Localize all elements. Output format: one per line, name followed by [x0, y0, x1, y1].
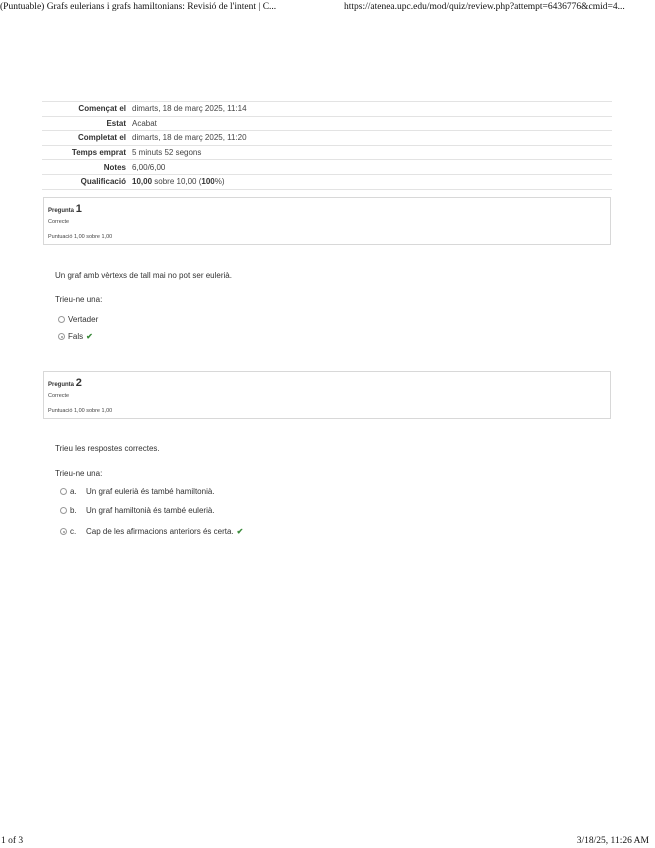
check-icon: ✔: [86, 332, 93, 341]
answer-option-letter: b.: [70, 506, 77, 515]
summary-value: Acabat: [132, 116, 612, 131]
radio-icon[interactable]: [58, 316, 65, 323]
radio-icon[interactable]: [60, 528, 67, 535]
summary-row: [42, 131, 612, 146]
question-info-box: [43, 371, 611, 419]
summary-value: 6,00/6,00: [132, 160, 612, 175]
question-number-value: 2: [75, 377, 82, 389]
summary-row: [42, 174, 612, 189]
radio-icon[interactable]: [58, 333, 65, 340]
answer-option-text: Un graf eulerià és també hamiltonià.: [86, 487, 215, 496]
radio-icon[interactable]: [60, 507, 67, 514]
question-text: Trieu les respostes correctes.: [55, 444, 160, 453]
question-text: Un graf amb vèrtexs de tall mai no pot ser eulerià.: [55, 271, 232, 280]
answer-option[interactable]: [60, 527, 243, 536]
question-number: [48, 377, 82, 389]
browser-page-title: (Puntuable) Grafs eulerians i grafs hamiltonians: Revisió de l'intent | C...: [0, 2, 277, 12]
summary-label: Qualificació: [42, 174, 132, 189]
summary-value: dimarts, 18 de març 2025, 11:14: [132, 102, 612, 117]
summary-row: [42, 145, 612, 160]
answer-option-text: Un graf hamiltonià és també eulerià.: [86, 506, 215, 515]
answer-option-letter: c.: [70, 527, 77, 536]
grade-percent-suffix: %): [214, 177, 225, 187]
attempt-summary-table: [42, 101, 612, 190]
answer-option-text: Vertader: [68, 315, 99, 324]
question-number-value: 1: [75, 203, 82, 215]
summary-label: Estat: [42, 116, 132, 131]
summary-row: [42, 160, 612, 175]
page-count: 1 of 3: [1, 836, 24, 846]
answer-option[interactable]: [60, 506, 215, 515]
answer-option[interactable]: [58, 332, 93, 341]
question-number: [48, 203, 82, 215]
answer-prompt: Trieu-ne una:: [55, 295, 103, 304]
question-state: Correcte: [48, 393, 70, 399]
question-state: Correcte: [48, 219, 70, 225]
summary-label: Notes: [42, 160, 132, 175]
print-datetime: 3/18/25, 11:26 AM: [576, 836, 649, 846]
question-info-box: [43, 197, 611, 245]
check-icon: ✔: [236, 527, 244, 536]
question-label: Pregunta: [48, 382, 75, 388]
grade-score: 10,00: [132, 177, 153, 187]
summary-label: Temps emprat: [42, 145, 132, 160]
answer-option[interactable]: [58, 315, 98, 324]
summary-row: [42, 116, 612, 131]
question-grade: Puntuació 1,00 sobre 1,00: [48, 234, 113, 240]
answer-prompt: Trieu-ne una:: [55, 469, 103, 478]
question-grade: Puntuació 1,00 sobre 1,00: [48, 408, 113, 414]
summary-value: 5 minuts 52 segons: [132, 145, 612, 160]
grade-percent: 100: [201, 177, 215, 187]
summary-grade-value: [132, 174, 612, 189]
answer-option-text: Cap de les afirmacions anteriors és certa.: [86, 527, 234, 536]
radio-icon[interactable]: [60, 488, 67, 495]
question-label: Pregunta: [48, 208, 75, 214]
browser-url: https://atenea.upc.edu/mod/quiz/review.php?attempt=6436776&cmid=4...: [344, 2, 625, 12]
summary-label: Completat el: [42, 131, 132, 146]
answer-option[interactable]: [60, 487, 215, 496]
summary-label: Començat el: [42, 102, 132, 117]
answer-option-text: Fals: [68, 332, 84, 341]
answer-option-letter: a.: [70, 487, 77, 496]
summary-row: [42, 102, 612, 117]
grade-out-of: sobre 10,00 (: [152, 177, 202, 187]
summary-value: dimarts, 18 de març 2025, 11:20: [132, 131, 612, 146]
